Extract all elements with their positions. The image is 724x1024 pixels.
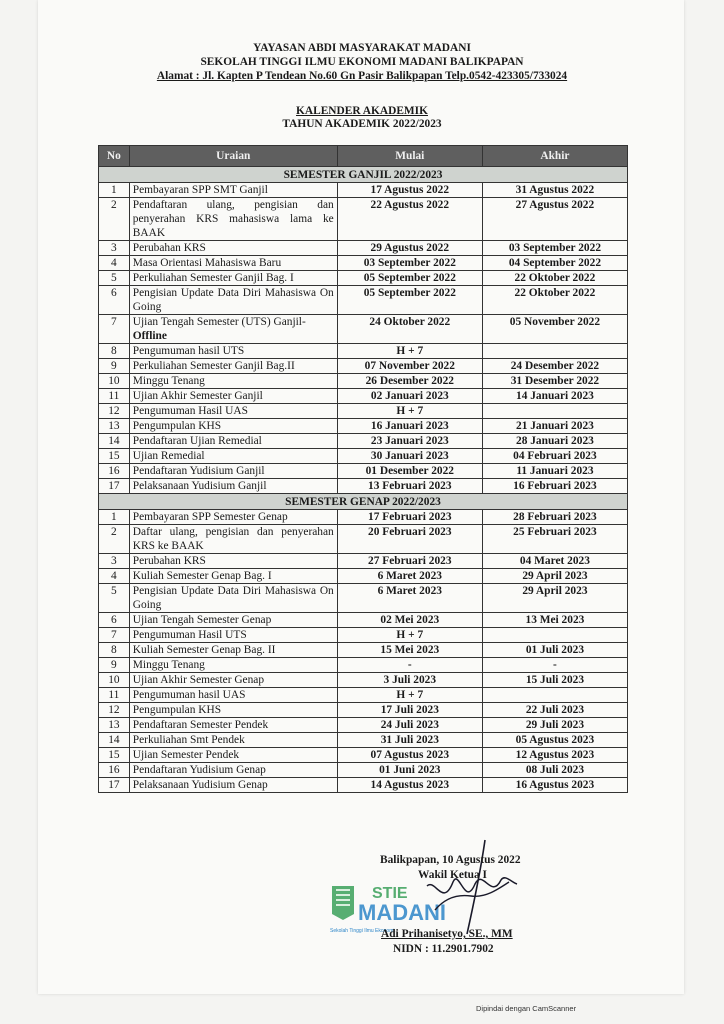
table-row [99,613,628,628]
institution-name: SEKOLAH TINGGI ILMU EKONOMI MADANI BALIKPAPAN [200,56,524,68]
row-start-date: 16 Januari 2023 [337,419,482,434]
row-description-bold: Offline [132,330,167,342]
column-header: No [99,146,130,167]
table-row [99,419,628,434]
row-description: Perkuliahan Semester Ganjil Bag. I [129,271,337,286]
row-end-date: 01 Juli 2023 [482,643,627,658]
row-number: 5 [99,271,130,286]
row-end-date: 04 Maret 2023 [482,554,627,569]
row-end-date: 16 Februari 2023 [482,479,627,494]
row-description: Pengumpulan KHS [129,703,337,718]
row-number: 4 [99,256,130,271]
table-row [99,464,628,479]
row-start-date: 03 September 2022 [337,256,482,271]
row-number: 10 [99,673,130,688]
row-start-date: H + 7 [337,404,482,419]
row-description: Pendaftaran Yudisium Ganjil [129,464,337,479]
table-row [99,510,628,525]
row-number: 8 [99,643,130,658]
table-row [99,525,628,554]
table-row [99,389,628,404]
row-number: 11 [99,389,130,404]
row-end-date: 05 Agustus 2023 [482,733,627,748]
signatory-name: Adi Prihanisetyo, SE., MM [381,928,513,940]
row-number: 3 [99,554,130,569]
logo-text-sub: Sekolah Tinggi Ilmu Ekonomi [330,928,395,934]
row-start-date: H + 7 [337,628,482,643]
row-end-date: 15 Juli 2023 [482,673,627,688]
section-title: SEMESTER GANJIL 2022/2023 [99,167,628,183]
row-description: Pendaftaran ulang, pengisian dan penyerahan KRS mahasiswa lama ke BAAK [129,198,337,241]
row-start-date: 20 Februari 2023 [337,525,482,554]
section-header-row [99,494,628,510]
row-start-date: 24 Oktober 2022 [337,315,482,344]
row-description: Masa Orientasi Mahasiswa Baru [129,256,337,271]
column-header: Uraian [129,146,337,167]
row-end-date: 29 Juli 2023 [482,718,627,733]
row-number: 16 [99,464,130,479]
row-description: Pengisian Update Data Diri Mahasiswa On Going [129,286,337,315]
row-start-date: 31 Juli 2023 [337,733,482,748]
table-body [99,167,628,793]
row-number: 4 [99,569,130,584]
row-end-date: 22 Oktober 2022 [482,286,627,315]
row-end-date: 31 Desember 2022 [482,374,627,389]
row-end-date: 14 Januari 2023 [482,389,627,404]
row-description: Pengumuman Hasil UAS [129,404,337,419]
row-end-date: 28 Februari 2023 [482,510,627,525]
table-row [99,449,628,464]
row-start-date: 3 Juli 2023 [337,673,482,688]
row-number: 16 [99,763,130,778]
table-row [99,344,628,359]
row-start-date: 6 Maret 2023 [337,584,482,613]
table-row [99,778,628,793]
row-start-date: 14 Agustus 2023 [337,778,482,793]
row-number: 5 [99,584,130,613]
row-start-date: 01 Juni 2023 [337,763,482,778]
table-row [99,628,628,643]
row-description: Minggu Tenang [129,374,337,389]
row-start-date: 30 Januari 2023 [337,449,482,464]
row-end-date: 08 Juli 2023 [482,763,627,778]
row-description: Perkuliahan Smt Pendek [129,733,337,748]
logo-text-main: MADANI [358,900,446,925]
row-start-date: - [337,658,482,673]
row-number: 9 [99,359,130,374]
table-row [99,434,628,449]
row-end-date: 27 Agustus 2022 [482,198,627,241]
row-end-date [482,688,627,703]
row-number: 1 [99,510,130,525]
signatory-nidn: NIDN : 11.2901.7902 [393,943,494,955]
row-description: Pengumuman Hasil UTS [129,628,337,643]
row-number: 6 [99,613,130,628]
row-start-date: 22 Agustus 2022 [337,198,482,241]
row-start-date: 05 September 2022 [337,271,482,286]
row-end-date: 22 Oktober 2022 [482,271,627,286]
row-end-date: 29 April 2023 [482,569,627,584]
row-number: 13 [99,718,130,733]
academic-calendar-table [98,145,628,793]
section-header-row [99,167,628,183]
row-end-date [482,344,627,359]
row-end-date: 21 Januari 2023 [482,419,627,434]
foundation-name: YAYASAN ABDI MASYARAKAT MADANI [253,42,471,54]
row-number: 14 [99,434,130,449]
row-number: 17 [99,778,130,793]
table-row [99,748,628,763]
row-description: Perubahan KRS [129,241,337,256]
table-row [99,241,628,256]
row-description: Pendaftaran Ujian Remedial [129,434,337,449]
row-number: 11 [99,688,130,703]
row-start-date: 17 Juli 2023 [337,703,482,718]
table-row [99,183,628,198]
row-description: Perkuliahan Semester Ganjil Bag.II [129,359,337,374]
table-row [99,374,628,389]
row-number: 14 [99,733,130,748]
row-start-date: 02 Mei 2023 [337,613,482,628]
row-end-date: 31 Agustus 2022 [482,183,627,198]
row-end-date: 05 November 2022 [482,315,627,344]
table-row [99,554,628,569]
signature-place-date: Balikpapan, 10 Agustus 2022 [380,854,521,866]
table-row [99,643,628,658]
row-description: Ujian Akhir Semester Ganjil [129,389,337,404]
table-row [99,359,628,374]
row-start-date: 13 Februari 2023 [337,479,482,494]
row-description: Minggu Tenang [129,658,337,673]
row-end-date: 11 Januari 2023 [482,464,627,479]
table-row [99,688,628,703]
row-number: 9 [99,658,130,673]
row-number: 2 [99,198,130,241]
row-description: Pembayaran SPP SMT Ganjil [129,183,337,198]
row-description: Perubahan KRS [129,554,337,569]
row-start-date: 24 Juli 2023 [337,718,482,733]
row-description: Ujian Tengah Semester Genap [129,613,337,628]
institution-address: Alamat : Jl. Kapten P Tendean No.60 Gn Pasir Balikpapan Telp.0542-423305/733024 [156,70,568,82]
row-end-date [482,404,627,419]
logo-emblem-icon [332,886,354,920]
row-end-date: 04 Februari 2023 [482,449,627,464]
row-number: 6 [99,286,130,315]
table-row [99,404,628,419]
row-end-date: 16 Agustus 2023 [482,778,627,793]
table-row [99,198,628,241]
table-row [99,286,628,315]
table-row [99,256,628,271]
row-start-date: 6 Maret 2023 [337,569,482,584]
row-end-date: 13 Mei 2023 [482,613,627,628]
row-number: 12 [99,703,130,718]
table-header-row [99,146,628,167]
row-number: 15 [99,449,130,464]
row-description: Pembayaran SPP Semester Genap [129,510,337,525]
row-description: Pendaftaran Semester Pendek [129,718,337,733]
section-title: SEMESTER GENAP 2022/2023 [99,494,628,510]
table-row [99,315,628,344]
column-header: Akhir [482,146,627,167]
row-number: 12 [99,404,130,419]
row-description: Kuliah Semester Genap Bag. II [129,643,337,658]
table-row [99,584,628,613]
row-end-date: 03 September 2022 [482,241,627,256]
row-start-date: 07 Agustus 2023 [337,748,482,763]
row-number: 1 [99,183,130,198]
row-description-text: Ujian Tengah Semester (UTS) Ganjil- [132,316,306,328]
row-description: Ujian Semester Pendek [129,748,337,763]
row-description: Pengisian Update Data Diri Mahasiswa On Going [129,584,337,613]
row-number: 7 [99,315,130,344]
row-description: Pelaksanaan Yudisium Genap [129,778,337,793]
row-description: Daftar ulang, pengisian dan penyerahan KRS ke BAAK [129,525,337,554]
row-number: 10 [99,374,130,389]
row-end-date: - [482,658,627,673]
table-row [99,763,628,778]
row-start-date: 07 November 2022 [337,359,482,374]
row-description: Pendaftaran Yudisium Genap [129,763,337,778]
row-start-date: 01 Desember 2022 [337,464,482,479]
column-header: Mulai [337,146,482,167]
row-start-date: H + 7 [337,344,482,359]
row-number: 7 [99,628,130,643]
row-description: Pengumpulan KHS [129,419,337,434]
row-description: Ujian Remedial [129,449,337,464]
signature-role: Wakil Ketua I [418,869,487,881]
row-start-date: 15 Mei 2023 [337,643,482,658]
document-title: KALENDER AKADEMIK [296,105,428,117]
row-description: Pengumuman hasil UTS [129,344,337,359]
row-end-date [482,628,627,643]
row-end-date: 28 Januari 2023 [482,434,627,449]
row-end-date: 22 Juli 2023 [482,703,627,718]
table-row [99,733,628,748]
row-end-date: 29 April 2023 [482,584,627,613]
row-start-date: H + 7 [337,688,482,703]
scanner-note: Dipindai dengan CamScanner [476,1004,577,1013]
row-number: 2 [99,525,130,554]
row-number: 13 [99,419,130,434]
row-description: Pelaksanaan Yudisium Ganjil [129,479,337,494]
row-end-date: 24 Desember 2022 [482,359,627,374]
row-start-date: 26 Desember 2022 [337,374,482,389]
row-start-date: 02 Januari 2023 [337,389,482,404]
row-number: 17 [99,479,130,494]
row-start-date: 17 Agustus 2022 [337,183,482,198]
row-start-date: 05 September 2022 [337,286,482,315]
row-number: 15 [99,748,130,763]
table-row [99,271,628,286]
row-number: 8 [99,344,130,359]
table-row [99,718,628,733]
row-end-date: 04 September 2022 [482,256,627,271]
table-row [99,658,628,673]
row-description [129,315,337,344]
table-row [99,569,628,584]
row-description: Pengumuman hasil UAS [129,688,337,703]
table-row [99,703,628,718]
row-description: Ujian Akhir Semester Genap [129,673,337,688]
row-description: Kuliah Semester Genap Bag. I [129,569,337,584]
row-start-date: 27 Februari 2023 [337,554,482,569]
academic-year: TAHUN AKADEMIK 2022/2023 [282,118,442,130]
row-end-date: 25 Februari 2023 [482,525,627,554]
row-start-date: 23 Januari 2023 [337,434,482,449]
logo-text-top: STIE [372,885,408,902]
row-start-date: 29 Agustus 2022 [337,241,482,256]
table-row [99,479,628,494]
table-row [99,673,628,688]
row-end-date: 12 Agustus 2023 [482,748,627,763]
row-start-date: 17 Februari 2023 [337,510,482,525]
row-number: 3 [99,241,130,256]
